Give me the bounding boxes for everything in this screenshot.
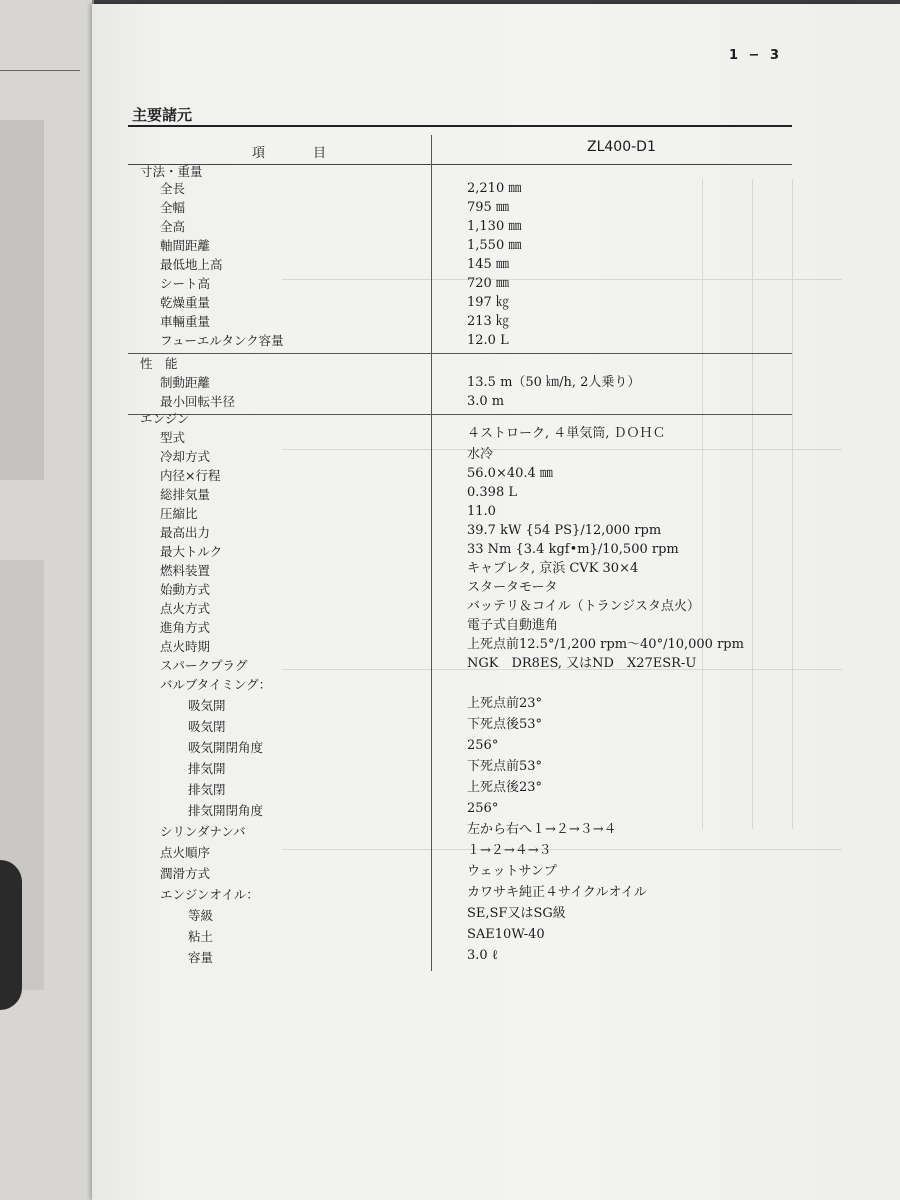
- previous-page-photo-bottom: [0, 560, 44, 990]
- column-header-item: 項目: [252, 146, 375, 161]
- spec-value: 3.0 m: [467, 394, 505, 409]
- spec-label: 点火時期: [160, 639, 211, 654]
- spec-label: 内径×行程: [160, 468, 221, 483]
- spec-value: 11.0: [467, 504, 496, 519]
- group-title-performance: 性 能: [140, 356, 178, 371]
- spec-label: スパークプラグ: [160, 658, 248, 673]
- spec-value: キャブレタ, 京浜 CVK 30×4: [467, 561, 639, 576]
- spec-label: 型式: [160, 430, 186, 445]
- spec-value: 上死点前23°: [467, 696, 543, 711]
- spec-value: ウェットサンプ: [467, 864, 557, 879]
- spec-value: 720 ㎜: [467, 276, 509, 291]
- previous-page-rule: [0, 70, 80, 71]
- spec-value: ４ストローク, ４単気筒, ＤＯＨＣ: [467, 426, 666, 441]
- spec-label: 全幅: [160, 200, 186, 215]
- spec-label: フューエルタンク容量: [160, 333, 284, 348]
- spec-value: 256°: [467, 738, 499, 753]
- spec-value: 水冷: [467, 447, 494, 462]
- spec-label: 容量: [188, 950, 214, 965]
- spec-value: スタータモータ: [467, 580, 558, 595]
- spec-value: 2,210 ㎜: [467, 181, 522, 196]
- spec-value: １→２→４→３: [467, 843, 552, 858]
- spec-label: 始動方式: [160, 582, 211, 597]
- spec-value: NGK DR8ES, 又はND X27ESR-U: [467, 656, 697, 671]
- spec-label: 全長: [160, 181, 186, 196]
- spec-label: 排気開: [188, 761, 226, 776]
- spec-label: 総排気量: [160, 487, 211, 502]
- spec-label: 冷却方式: [160, 449, 211, 464]
- column-header-model: ZL400-D1: [587, 139, 656, 155]
- spec-label: シリンダナンバ: [160, 824, 246, 839]
- section-title: 主要諸元: [132, 106, 193, 124]
- spec-value: 256°: [467, 801, 499, 816]
- spec-value: 電子式自動進角: [467, 618, 559, 633]
- spec-value: 1,130 ㎜: [467, 219, 522, 234]
- spec-label: 圧縮比: [160, 506, 198, 521]
- spec-page: [92, 4, 900, 1200]
- spec-value: 0.398 L: [467, 485, 517, 500]
- spec-label: 点火方式: [160, 601, 211, 616]
- spec-label: 吸気開閉角度: [188, 740, 264, 755]
- group-separator: [128, 353, 792, 354]
- spec-label: 最大トルク: [160, 544, 223, 559]
- spec-label: 最高出力: [160, 525, 211, 540]
- spec-label: 吸気開: [188, 698, 226, 713]
- spec-label: 排気開閉角度: [188, 803, 264, 818]
- spec-value: 56.0×40.4 ㎜: [467, 466, 553, 481]
- spec-label: 粘土: [188, 929, 214, 944]
- spec-value: 上死点後23°: [467, 780, 543, 795]
- spec-label-valve-timing: バルブタイミング：: [160, 677, 272, 692]
- spec-label: 車輛重量: [160, 314, 211, 329]
- spec-label: 排気閉: [188, 782, 226, 797]
- spec-label: 点火順序: [160, 845, 211, 860]
- spec-label: シート高: [160, 276, 211, 291]
- spec-label: 吸気閉: [188, 719, 226, 734]
- page-number: 1 − 3: [728, 48, 782, 63]
- spec-value: 213 ㎏: [467, 314, 509, 329]
- spec-label: 燃料装置: [160, 563, 211, 578]
- spec-value: 左から右へ１→２→３→４: [467, 822, 617, 837]
- spec-label: 最小回転半径: [160, 394, 236, 409]
- spec-label: 全高: [160, 219, 186, 234]
- previous-page-edge: [0, 0, 94, 1200]
- spec-value: 145 ㎜: [467, 257, 509, 272]
- spec-label: 等級: [188, 908, 214, 923]
- spec-value: SE,SF又はSG級: [467, 906, 566, 921]
- group-title-engine: エンジン: [140, 411, 190, 426]
- spec-label: 進角方式: [160, 620, 211, 635]
- group-separator: [128, 414, 792, 415]
- spec-value: 795 ㎜: [467, 200, 509, 215]
- spec-label: エンジンオイル：: [160, 887, 259, 902]
- spec-value: 33 Nm {3.4 kgf•m}/10,500 rpm: [467, 542, 679, 557]
- spec-value: 39.7 kW {54 PS}/12,000 rpm: [467, 523, 662, 538]
- spec-value: カワサキ純正４サイクルオイル: [467, 885, 647, 900]
- spec-value: 13.5 m（50 ㎞/h, 2人乗り）: [467, 375, 641, 390]
- spec-label: 軸間距離: [160, 238, 211, 253]
- spec-label: 乾燥重量: [160, 295, 211, 310]
- previous-page-photo-top: [0, 120, 44, 480]
- spec-label: 潤滑方式: [160, 866, 211, 881]
- group-title-dimensions: 寸法・重量: [140, 164, 203, 179]
- spec-value: 3.0 ℓ: [467, 948, 499, 963]
- spec-label: 制動距離: [160, 375, 211, 390]
- spec-value: SAE10W-40: [467, 927, 545, 942]
- spec-value: 12.0 L: [467, 333, 509, 348]
- column-divider: [431, 135, 432, 971]
- spec-value: 下死点前53°: [467, 759, 543, 774]
- spec-value: 197 ㎏: [467, 295, 509, 310]
- header-rule: [128, 164, 792, 165]
- spec-value: バッテリ＆コイル（トランジスタ点火）: [467, 599, 700, 614]
- spec-value: 上死点前12.5°/1,200 rpm〜40°/10,000 rpm: [467, 637, 744, 652]
- spec-value: 下死点後53°: [467, 717, 543, 732]
- show-through-ghost-table: [282, 149, 842, 869]
- spec-value: 1,550 ㎜: [467, 238, 522, 253]
- spec-label: 最低地上高: [160, 257, 223, 272]
- title-rule: [128, 125, 792, 127]
